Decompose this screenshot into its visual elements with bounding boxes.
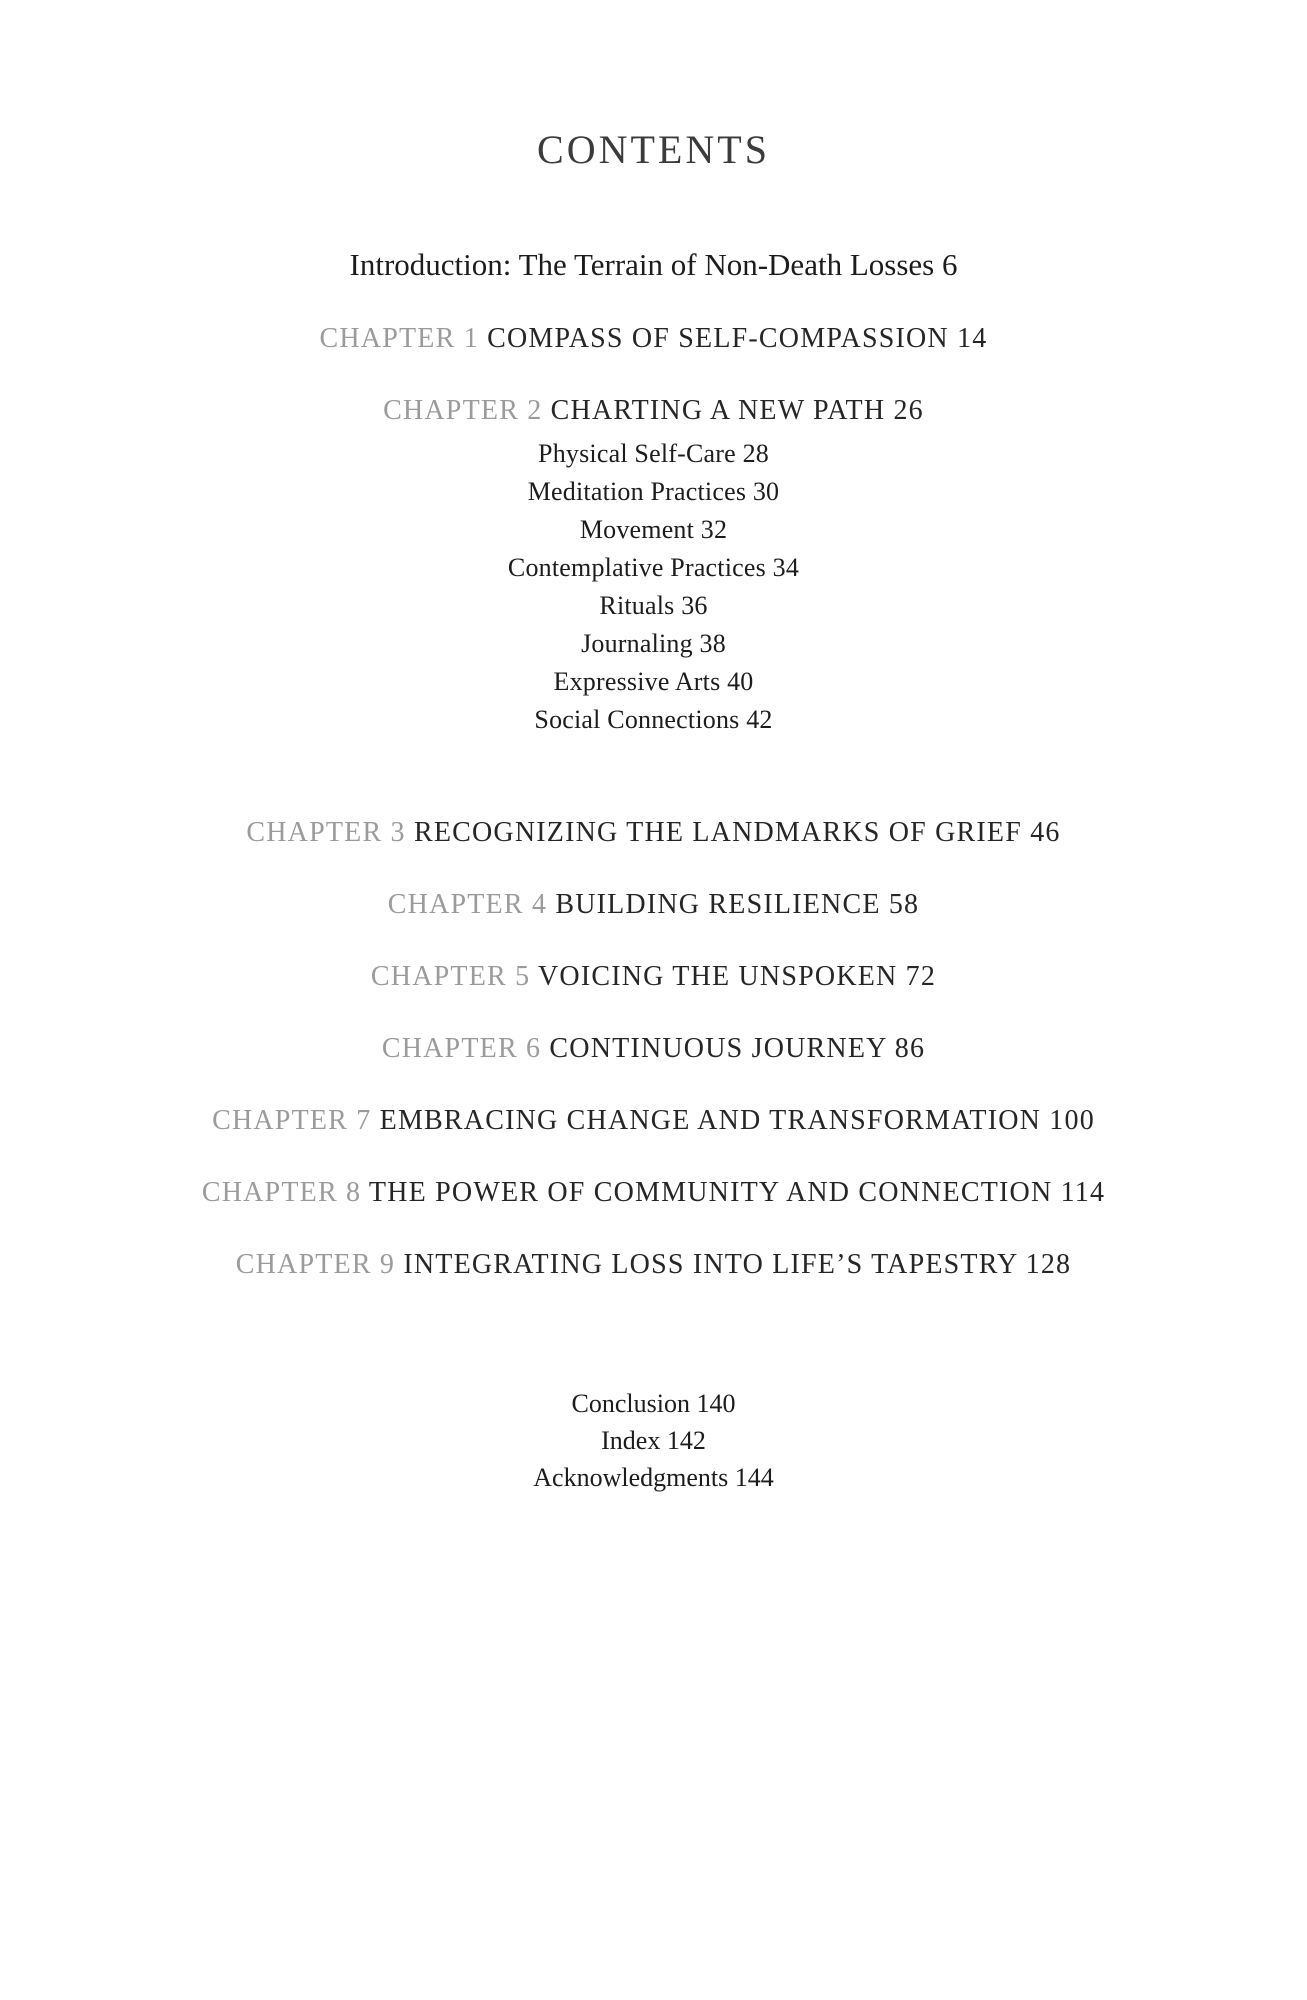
- chapter-5-page-number: 72: [905, 961, 937, 992]
- back-matter-page-number: 142: [666, 1426, 706, 1455]
- chapter-3-title: RECOGNIZING THE LANDMARKS OF GRIEF: [413, 817, 1023, 848]
- chapter-4-title: BUILDING RESILIENCE: [555, 889, 881, 920]
- subitem-journaling: [0, 625, 1307, 663]
- back-matter-acknowledgments: [0, 1459, 1307, 1496]
- chapter-2-title: CHARTING A NEW PATH: [550, 395, 886, 426]
- subitem-page-number: 42: [746, 705, 773, 734]
- toc-chapter-4: [0, 889, 1307, 921]
- back-matter-label: Acknowledgments: [533, 1463, 729, 1492]
- toc-chapter-8: [0, 1177, 1307, 1209]
- chapter-7-number: CHAPTER 7: [212, 1105, 372, 1136]
- chapter-9-page-number: 128: [1025, 1249, 1072, 1280]
- subitem-page-number: 32: [700, 515, 728, 544]
- back-matter: [0, 1385, 1307, 1496]
- chapter-3-page-number: 46: [1030, 817, 1061, 848]
- chapter-8-number: CHAPTER 8: [201, 1177, 362, 1208]
- subitem-page-number: 34: [772, 553, 800, 582]
- chapter-4-page-number: 58: [888, 889, 920, 920]
- back-matter-label: Index: [601, 1426, 661, 1455]
- subitem-meditation-practices: [0, 473, 1307, 511]
- chapter-1-number: CHAPTER 1: [319, 323, 479, 354]
- toc-chapter-6: [0, 1033, 1307, 1065]
- back-matter-page-number: 140: [696, 1389, 736, 1418]
- chapter-2-subitems: [0, 435, 1307, 739]
- chapter-6-title: CONTINUOUS JOURNEY: [549, 1033, 887, 1064]
- subitem-label: Physical Self-Care: [538, 439, 736, 468]
- intro-label: Introduction: The Terrain of Non-Death Losses: [349, 247, 935, 282]
- back-matter-page-number: 144: [734, 1463, 774, 1492]
- toc-chapter-9: [0, 1249, 1307, 1281]
- subitem-page-number: 30: [752, 477, 780, 506]
- subitem-expressive-arts: [0, 663, 1307, 701]
- chapter-3-number: CHAPTER 3: [246, 817, 406, 848]
- back-matter-label: Conclusion: [571, 1389, 690, 1418]
- back-matter-conclusion: [0, 1385, 1307, 1422]
- subitem-page-number: 36: [681, 591, 708, 620]
- toc-intro-entry: [0, 247, 1307, 283]
- chapter-1-page-number: 14: [957, 323, 988, 354]
- chapter-7-page-number: 100: [1049, 1105, 1095, 1136]
- subitem-movement: [0, 511, 1307, 549]
- chapter-2-page-number: 26: [893, 395, 924, 426]
- subitem-contemplative-practices: [0, 549, 1307, 587]
- back-matter-index: [0, 1422, 1307, 1459]
- chapter-8-page-number: 114: [1060, 1177, 1106, 1208]
- intro-page-number: 6: [941, 247, 958, 282]
- chapter-1-title: COMPASS OF SELF-COMPASSION: [487, 323, 949, 354]
- chapter-6-page-number: 86: [894, 1033, 926, 1064]
- subitem-label: Movement: [579, 515, 695, 544]
- chapter-5-title: VOICING THE UNSPOKEN: [537, 961, 898, 992]
- subitem-physical-self-care: [0, 435, 1307, 473]
- toc-chapter-7: [0, 1105, 1307, 1137]
- subitem-rituals: [0, 587, 1307, 625]
- chapter-5-number: CHAPTER 5: [370, 961, 531, 992]
- subitem-label: Contemplative Practices: [507, 553, 766, 582]
- subitem-social-connections: [0, 701, 1307, 739]
- subitem-page-number: 28: [742, 439, 769, 468]
- chapter-2-number: CHAPTER 2: [383, 395, 543, 426]
- chapter-9-number: CHAPTER 9: [235, 1249, 396, 1280]
- toc-chapter-3: [0, 817, 1307, 849]
- chapter-7-title: EMBRACING CHANGE AND TRANSFORMATION: [379, 1105, 1042, 1136]
- chapter-6-number: CHAPTER 6: [381, 1033, 542, 1064]
- subitem-page-number: 40: [727, 667, 754, 696]
- toc-chapter-1: [0, 323, 1307, 355]
- chapter-4-number: CHAPTER 4: [387, 889, 548, 920]
- subitem-label: Meditation Practices: [527, 477, 747, 506]
- subitem-label: Social Connections: [534, 705, 740, 734]
- subitem-label: Journaling: [581, 629, 693, 658]
- chapter-8-title: THE POWER OF COMMUNITY AND CONNECTION: [368, 1177, 1053, 1208]
- subitem-label: Rituals: [599, 591, 675, 620]
- toc-chapter-5: [0, 961, 1307, 993]
- subitem-page-number: 38: [699, 629, 726, 658]
- toc-chapter-2: [0, 395, 1307, 427]
- chapter-9-title: INTEGRATING LOSS INTO LIFE’S TAPESTRY: [403, 1249, 1018, 1280]
- page-title: CONTENTS: [537, 127, 770, 172]
- subitem-label: Expressive Arts: [553, 667, 721, 696]
